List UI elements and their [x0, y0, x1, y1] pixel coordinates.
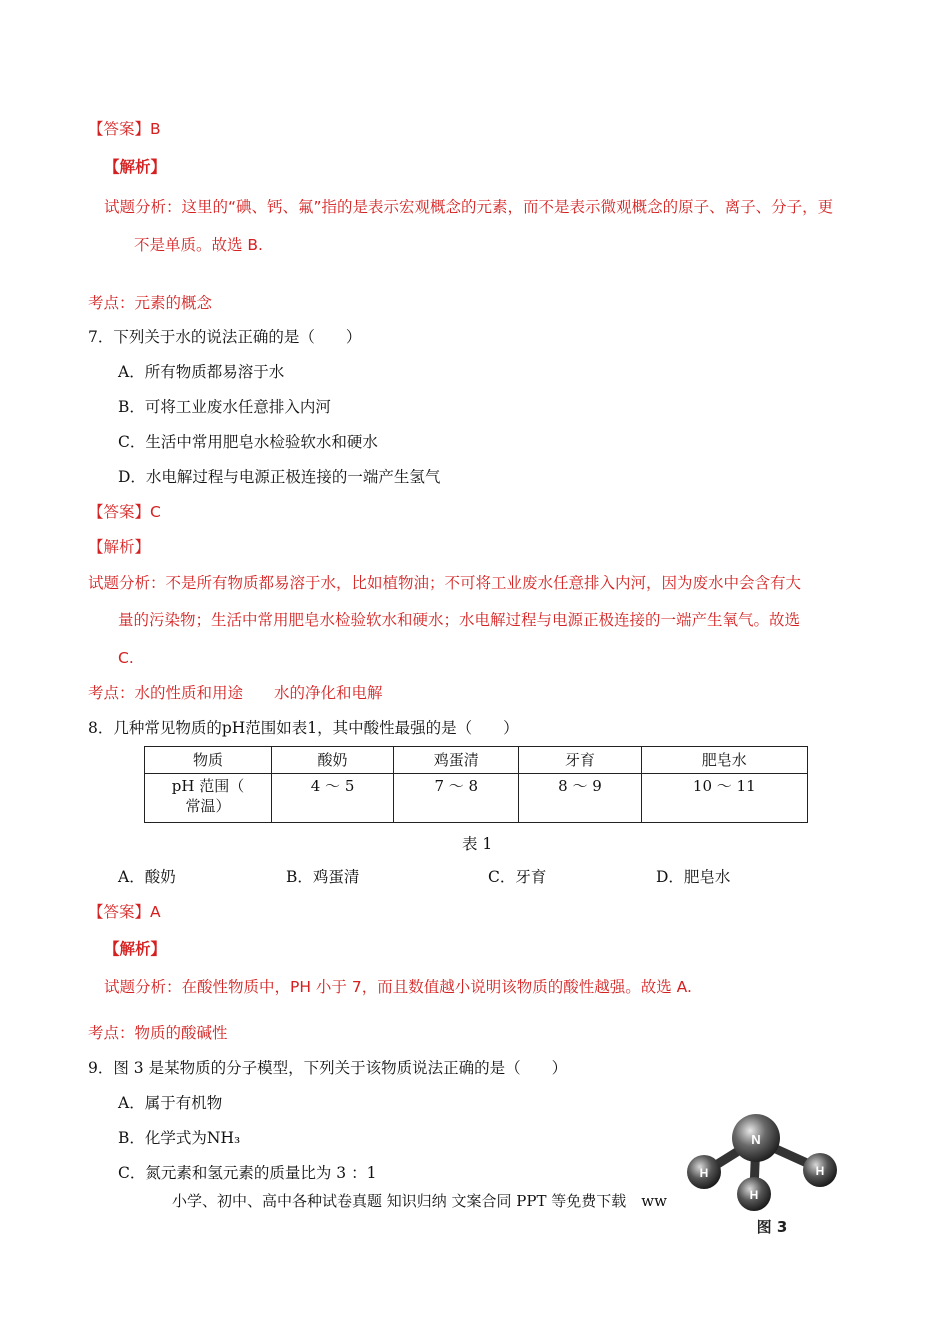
- ph-table-header-cell: 肥皂水: [641, 747, 807, 774]
- q8-kaodian: 考点：物质的酸碱性: [88, 1024, 228, 1042]
- q7-analysis-label: 【解析】: [88, 538, 151, 556]
- ph-label-line-1: pH 范围（: [171, 777, 245, 795]
- q6-answer: 【答案】B: [88, 120, 161, 138]
- q6-analysis-label: 【解析】: [104, 158, 167, 176]
- hydrogen-label: H: [749, 1188, 759, 1202]
- q9-option-a: A．属于有机物: [118, 1094, 223, 1112]
- hydrogen-atom: [737, 1177, 771, 1211]
- q8-answer: 【答案】A: [88, 903, 161, 921]
- nitrogen-label: N: [751, 1132, 761, 1147]
- hydrogen-atom: [687, 1155, 721, 1189]
- q9-question: 9．图 3 是某物质的分子模型，下列关于该物质说法正确的是（ ）: [88, 1059, 568, 1077]
- table-caption: 表 1: [462, 835, 493, 853]
- q7-analysis-line-1: 试题分析：不是所有物质都易溶于水，比如植物油；不可将工业废水任意排入内河，因为废水中会含有大: [88, 574, 802, 592]
- ph-label-line-2: 常温）: [185, 797, 231, 815]
- ph-table-row-label: [145, 774, 272, 823]
- q7-question: 7．下列关于水的说法正确的是（ ）: [88, 328, 362, 346]
- ph-table-header-cell: 酸奶: [272, 747, 394, 774]
- ph-table-header-cell: 牙育: [519, 747, 641, 774]
- hydrogen-label: H: [815, 1164, 825, 1178]
- ph-table-value: 4 ～ 5: [272, 774, 394, 823]
- hydrogen-label: H: [699, 1166, 709, 1180]
- ph-table-row: [145, 774, 808, 823]
- ph-table-value: 7 ～ 8: [394, 774, 519, 823]
- ph-table-header-cell: 鸡蛋清: [394, 747, 519, 774]
- ph-table-header-row: [145, 747, 808, 774]
- q9-option-b: B．化学式为NH₃: [118, 1129, 241, 1147]
- figure-caption: 图 3: [756, 1218, 788, 1236]
- q7-kaodian: 考点：水的性质和用途 水的净化和电解: [88, 684, 383, 702]
- q7-option-b: B．可将工业废水任意排入内河: [118, 398, 331, 416]
- q7-option-d: D．水电解过程与电源正极连接的一端产生氢气: [118, 468, 441, 486]
- footer-watermark-text: 小学、初中、高中各种试卷真题 知识归纳 文案合同 PPT 等免费下载 ww: [172, 1192, 667, 1210]
- q7-answer: 【答案】C: [88, 503, 161, 521]
- q8-analysis-label: 【解析】: [104, 940, 167, 958]
- q8-question: 8．几种常见物质的pH范围如表1，其中酸性最强的是（ ）: [88, 719, 519, 737]
- q6-analysis-line-1: 试题分析：这里的“碘、钙、氟”指的是表示宏观概念的元素，而不是表示微观概念的原子、离子、分子，更: [104, 198, 834, 216]
- q8-option-a: A．酸奶: [118, 868, 176, 886]
- q7-analysis-line-2: 量的污染物；生活中常用肥皂水检验软水和硬水；水电解过程与电源正极连接的一端产生氧气。故选: [118, 611, 801, 629]
- ammonia-molecule-model: [676, 1100, 844, 1240]
- q6-analysis-line-2: 不是单质。故选 B.: [134, 236, 263, 254]
- ph-table: [144, 746, 808, 823]
- q9-option-c: C．氮元素和氢元素的质量比为 3 ：1: [118, 1164, 377, 1182]
- q7-option-a: A．所有物质都易溶于水: [118, 363, 285, 381]
- ph-table-value: 10 ～ 11: [641, 774, 807, 823]
- hydrogen-atom: [803, 1153, 837, 1187]
- ph-table-header-cell: 物质: [145, 747, 272, 774]
- nitrogen-atom: [732, 1114, 780, 1162]
- q8-option-d: D．肥皂水: [656, 868, 731, 886]
- q6-kaodian: 考点：元素的概念: [88, 294, 213, 312]
- q7-analysis-line-3: C.: [118, 649, 134, 667]
- q8-option-b: B．鸡蛋清: [286, 868, 360, 886]
- ph-table-value: 8 ～ 9: [519, 774, 641, 823]
- q8-option-c: C．牙育: [488, 868, 547, 886]
- q8-analysis-line-1: 试题分析：在酸性物质中，PH 小于 7，而且数值越小说明该物质的酸性越强。故选 A.: [104, 978, 692, 996]
- q7-option-c: C．生活中常用肥皂水检验软水和硬水: [118, 433, 378, 451]
